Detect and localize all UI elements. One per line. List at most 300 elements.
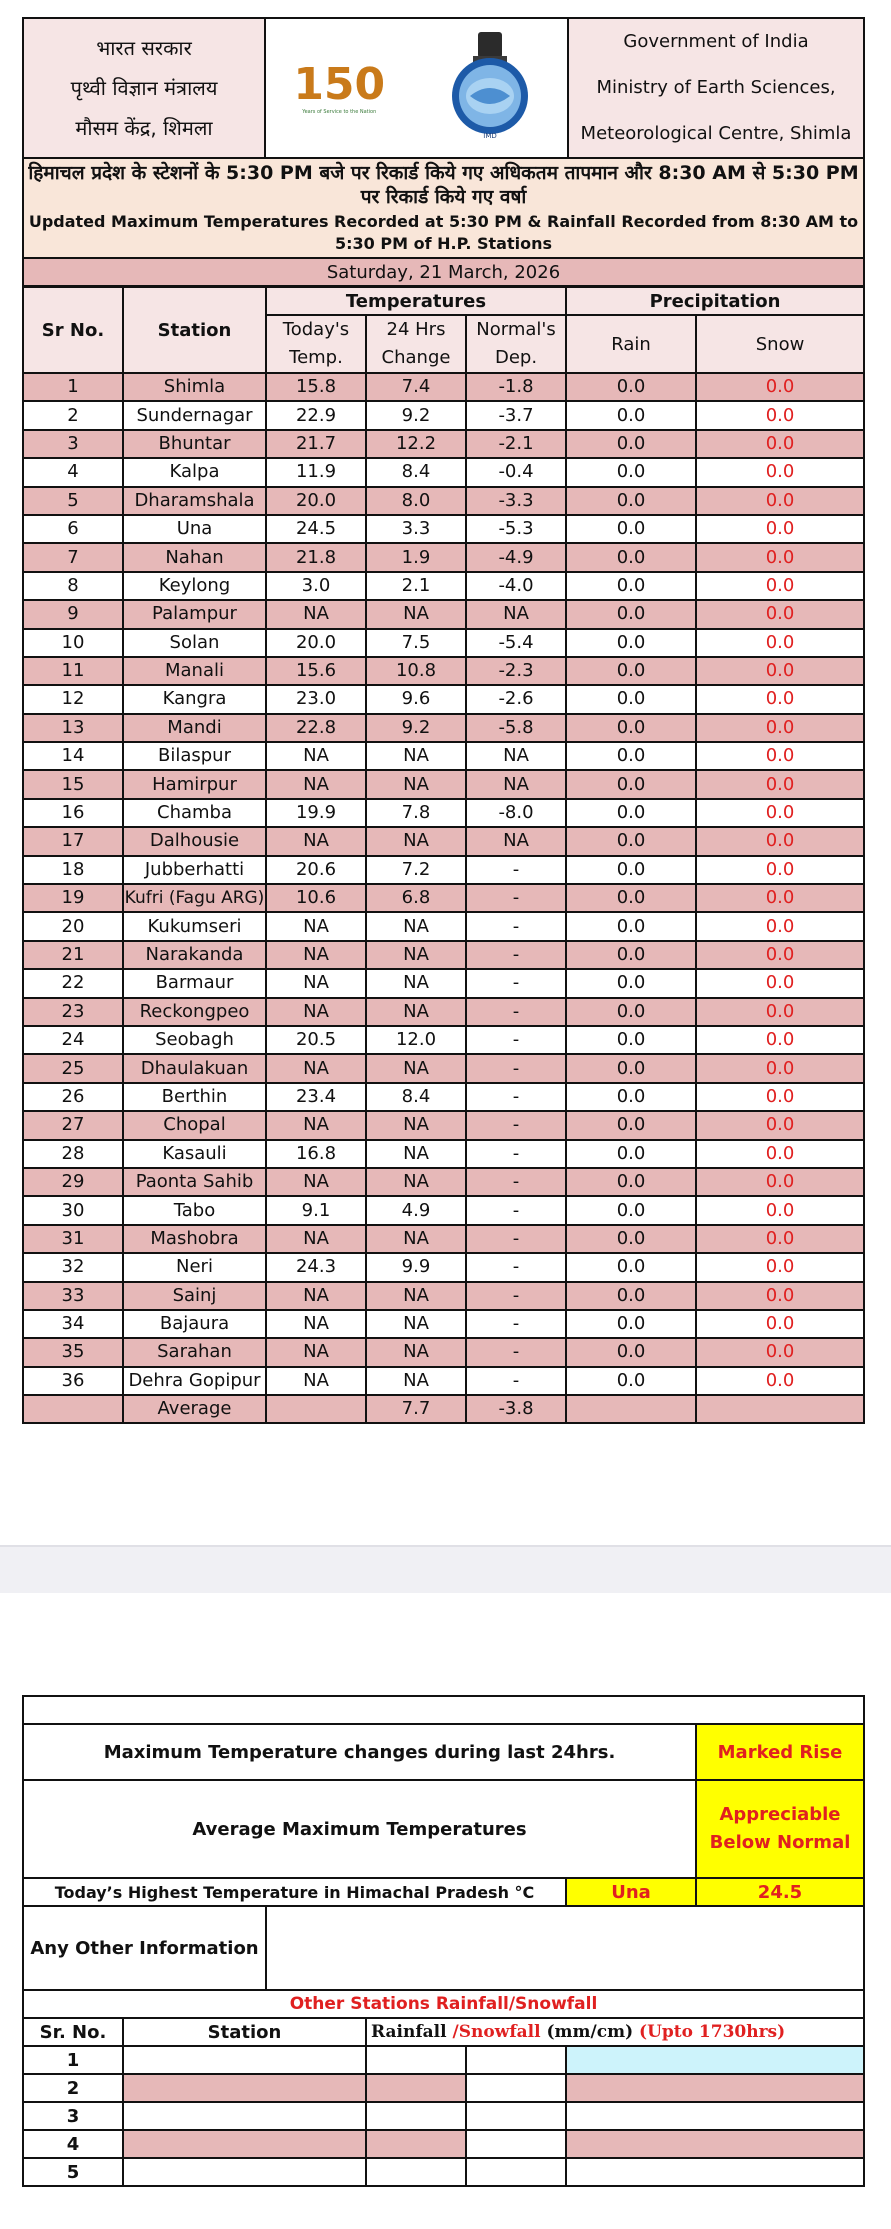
cell-dep: NA [466, 770, 566, 798]
table-row [23, 884, 864, 912]
cell-station: Dehra Gopipur [123, 1367, 266, 1395]
cell-dep: -1.8 [466, 373, 566, 401]
cell-snow: 0.0 [696, 1253, 864, 1281]
average-snow-cell [696, 1395, 864, 1423]
cell-temp: 15.6 [266, 657, 366, 685]
cell-temp: NA [266, 1310, 366, 1338]
other-stations-title: Other Stations Rainfall/Snowfall [23, 1990, 864, 2018]
cell-station: Bajaura [123, 1310, 266, 1338]
temperature-table [22, 286, 863, 1424]
other-cell [123, 2074, 366, 2102]
cell-temp: NA [266, 1054, 366, 1082]
english-org-block [568, 18, 864, 158]
highest-temp-value: 24.5 [696, 1878, 864, 1906]
table-row [23, 487, 864, 515]
other-sr-cell: 2 [23, 2074, 123, 2102]
table-row [23, 1054, 864, 1082]
cell-sr: 23 [23, 998, 123, 1026]
cell-change: 6.8 [366, 884, 466, 912]
cell-dep: - [466, 1196, 566, 1224]
cell-change: NA [366, 941, 466, 969]
cell-sr: 12 [23, 685, 123, 713]
cell-change: NA [366, 1310, 466, 1338]
cell-snow: 0.0 [696, 884, 864, 912]
table-row [23, 458, 864, 486]
cell-temp: 20.0 [266, 629, 366, 657]
cell-temp: NA [266, 941, 366, 969]
cell-rain: 0.0 [566, 884, 696, 912]
cell-change: 9.6 [366, 685, 466, 713]
cell-snow: 0.0 [696, 373, 864, 401]
cell-dep: - [466, 912, 566, 940]
cell-rain: 0.0 [566, 742, 696, 770]
table-row [23, 543, 864, 571]
cell-dep: NA [466, 827, 566, 855]
cell-change: NA [366, 1140, 466, 1168]
cell-temp: NA [266, 1168, 366, 1196]
cell-temp: 24.3 [266, 1253, 366, 1281]
average-label: Average [123, 1395, 266, 1423]
cell-rain: 0.0 [566, 600, 696, 628]
cell-rain: 0.0 [566, 1168, 696, 1196]
cell-sr: 24 [23, 1026, 123, 1054]
table-row [23, 912, 864, 940]
other-cell [466, 2102, 566, 2130]
cell-dep: -4.9 [466, 543, 566, 571]
cell-change: NA [366, 1225, 466, 1253]
cell-snow: 0.0 [696, 1310, 864, 1338]
table-row [23, 998, 864, 1026]
cell-change: 8.4 [366, 458, 466, 486]
cell-dep: -5.8 [466, 714, 566, 742]
cell-sr: 22 [23, 969, 123, 997]
cell-sr: 9 [23, 600, 123, 628]
page-break-gap [0, 1545, 891, 1593]
cell-snow: 0.0 [696, 401, 864, 429]
cell-change: NA [366, 1168, 466, 1196]
highest-temp-label: Today’s Highest Temperature in Himachal Pradesh °C [23, 1878, 566, 1906]
cell-sr: 35 [23, 1338, 123, 1366]
cell-sr: 32 [23, 1253, 123, 1281]
other-cell [366, 2102, 466, 2130]
cell-rain: 0.0 [566, 941, 696, 969]
cell-dep: - [466, 884, 566, 912]
cell-temp: NA [266, 1111, 366, 1139]
cell-change: 7.4 [366, 373, 466, 401]
cell-sr: 27 [23, 1111, 123, 1139]
cell-dep: NA [466, 600, 566, 628]
cell-snow: 0.0 [696, 1338, 864, 1366]
cell-rain: 0.0 [566, 1140, 696, 1168]
cell-temp: NA [266, 742, 366, 770]
title-row [23, 158, 864, 258]
cell-station: Kangra [123, 685, 266, 713]
hindi-line-1: भारत सरकार [96, 36, 192, 60]
other-station-row [23, 2102, 864, 2130]
cell-change: NA [366, 969, 466, 997]
other-cell [366, 2074, 466, 2102]
cell-dep: -4.0 [466, 572, 566, 600]
cell-change: 7.8 [366, 799, 466, 827]
cell-sr: 17 [23, 827, 123, 855]
hindi-org-block [23, 18, 265, 158]
cell-temp: NA [266, 998, 366, 1026]
other-cell [366, 2130, 466, 2158]
cell-dep: -3.3 [466, 487, 566, 515]
cell-snow: 0.0 [696, 1111, 864, 1139]
other-sr-cell: 3 [23, 2102, 123, 2130]
table-row [23, 515, 864, 543]
cell-change: 1.9 [366, 543, 466, 571]
cell-dep: - [466, 1225, 566, 1253]
cell-snow: 0.0 [696, 629, 864, 657]
other-cell [123, 2158, 366, 2186]
cell-sr: 30 [23, 1196, 123, 1224]
cell-change: NA [366, 998, 466, 1026]
cell-temp: 19.9 [266, 799, 366, 827]
cell-sr: 15 [23, 770, 123, 798]
cell-station: Shimla [123, 373, 266, 401]
cell-dep: -0.4 [466, 458, 566, 486]
cell-station: Manali [123, 657, 266, 685]
other-info-label: Any Other Information [23, 1906, 266, 1990]
cell-dep: - [466, 1111, 566, 1139]
cell-change: 9.9 [366, 1253, 466, 1281]
cell-snow: 0.0 [696, 714, 864, 742]
cell-rain: 0.0 [566, 430, 696, 458]
cell-station: Dhaulakuan [123, 1054, 266, 1082]
cell-temp: NA [266, 1225, 366, 1253]
cell-rain: 0.0 [566, 998, 696, 1026]
cell-station: Solan [123, 629, 266, 657]
cell-station: Narakanda [123, 941, 266, 969]
cell-sr: 8 [23, 572, 123, 600]
cell-snow: 0.0 [696, 969, 864, 997]
cell-sr: 5 [23, 487, 123, 515]
cell-rain: 0.0 [566, 856, 696, 884]
report-date: Saturday, 21 March, 2026 [23, 258, 864, 286]
cell-snow: 0.0 [696, 487, 864, 515]
table-row [23, 1338, 864, 1366]
cell-snow: 0.0 [696, 515, 864, 543]
cell-rain: 0.0 [566, 572, 696, 600]
svg-text:IMD: IMD [483, 132, 497, 140]
cell-dep: - [466, 1310, 566, 1338]
summary-section [22, 1695, 863, 2187]
avg-max-temp-value: Appreciable Below Normal [696, 1780, 864, 1878]
other-station-row [23, 2158, 864, 2186]
cell-dep: -5.4 [466, 629, 566, 657]
cell-sr: 19 [23, 884, 123, 912]
cell-snow: 0.0 [696, 856, 864, 884]
table-row [23, 430, 864, 458]
cell-snow: 0.0 [696, 941, 864, 969]
units-text: (mm/cm) [540, 2022, 634, 2042]
cell-change: NA [366, 742, 466, 770]
cell-change: NA [366, 770, 466, 798]
cell-temp: NA [266, 1367, 366, 1395]
temp-change-value: Marked Rise [696, 1724, 864, 1780]
cell-sr: 4 [23, 458, 123, 486]
upto-text: (Upto 1730hrs) [633, 2022, 786, 2042]
cell-dep: -2.3 [466, 657, 566, 685]
cell-change: 4.9 [366, 1196, 466, 1224]
cell-change: NA [366, 1367, 466, 1395]
table-row [23, 799, 864, 827]
cell-snow: 0.0 [696, 998, 864, 1026]
cell-sr: 28 [23, 1140, 123, 1168]
table-row [23, 657, 864, 685]
cell-snow: 0.0 [696, 1225, 864, 1253]
cell-change: 8.0 [366, 487, 466, 515]
cell-sr: 6 [23, 515, 123, 543]
table-row [23, 827, 864, 855]
cell-rain: 0.0 [566, 827, 696, 855]
cell-temp: NA [266, 1338, 366, 1366]
logo-150-text: 150 [293, 58, 386, 110]
other-station-row [23, 2074, 864, 2102]
other-cell [466, 2074, 566, 2102]
cell-dep: -2.1 [466, 430, 566, 458]
cell-station: Mashobra [123, 1225, 266, 1253]
cell-temp: 20.6 [266, 856, 366, 884]
cell-change: NA [366, 1282, 466, 1310]
col-precipitation-header: Precipitation [566, 287, 864, 315]
cell-temp: 3.0 [266, 572, 366, 600]
cell-temp: 22.8 [266, 714, 366, 742]
english-line-3: Meteorological Centre, Shimla [580, 123, 852, 144]
cell-station: Reckongpeo [123, 998, 266, 1026]
cell-station: Kalpa [123, 458, 266, 486]
cell-sr: 29 [23, 1168, 123, 1196]
cell-rain: 0.0 [566, 714, 696, 742]
cell-snow: 0.0 [696, 912, 864, 940]
cell-dep: - [466, 1026, 566, 1054]
cell-rain: 0.0 [566, 1310, 696, 1338]
table-row [23, 714, 864, 742]
cell-station: Bilaspur [123, 742, 266, 770]
table-row [23, 1196, 864, 1224]
cell-change: NA [366, 600, 466, 628]
cell-rain: 0.0 [566, 685, 696, 713]
cell-rain: 0.0 [566, 515, 696, 543]
cell-station: Barmaur [123, 969, 266, 997]
english-line-2: Ministry of Earth Sciences, [596, 77, 836, 98]
cell-temp: 23.4 [266, 1083, 366, 1111]
cell-sr: 34 [23, 1310, 123, 1338]
other-cell [123, 2130, 366, 2158]
cell-dep: - [466, 998, 566, 1026]
cell-rain: 0.0 [566, 1083, 696, 1111]
other-cell [466, 2130, 566, 2158]
other-cell [366, 2158, 466, 2186]
cell-change: 3.3 [366, 515, 466, 543]
cell-temp: 11.9 [266, 458, 366, 486]
temp-change-label: Maximum Temperature changes during last 24hrs. [23, 1724, 696, 1780]
cell-sr: 16 [23, 799, 123, 827]
cell-sr: 3 [23, 430, 123, 458]
cell-change: 10.8 [366, 657, 466, 685]
other-station-row [23, 2046, 864, 2074]
cell-snow: 0.0 [696, 430, 864, 458]
table-row [23, 1168, 864, 1196]
other-station-row [23, 2130, 864, 2158]
average-dep: -3.8 [466, 1395, 566, 1423]
cell-rain: 0.0 [566, 629, 696, 657]
cell-sr: 33 [23, 1282, 123, 1310]
cell-dep: - [466, 1140, 566, 1168]
average-row [23, 1395, 864, 1423]
other-cell [566, 2158, 864, 2186]
table-row [23, 969, 864, 997]
cell-dep: - [466, 941, 566, 969]
other-cell [366, 2046, 466, 2074]
cell-snow: 0.0 [696, 770, 864, 798]
col-station-header: Station [123, 287, 266, 373]
cell-sr: 10 [23, 629, 123, 657]
cell-station: Dharamshala [123, 487, 266, 515]
table-row [23, 1111, 864, 1139]
table-row [23, 600, 864, 628]
cell-sr: 18 [23, 856, 123, 884]
table-row [23, 941, 864, 969]
cell-sr: 13 [23, 714, 123, 742]
snowfall-word: /Snowfall [446, 2022, 541, 2042]
cell-change: NA [366, 912, 466, 940]
avg-max-temp-label: Average Maximum Temperatures [23, 1780, 696, 1878]
cell-station: Nahan [123, 543, 266, 571]
cell-change: NA [366, 1054, 466, 1082]
cell-snow: 0.0 [696, 1282, 864, 1310]
cell-rain: 0.0 [566, 1026, 696, 1054]
other-cell [466, 2158, 566, 2186]
cell-rain: 0.0 [566, 1338, 696, 1366]
hindi-line-3: मौसम केंद्र, शिमला [75, 116, 213, 140]
cell-snow: 0.0 [696, 1140, 864, 1168]
cell-station: Palampur [123, 600, 266, 628]
table-row [23, 1253, 864, 1281]
cell-snow: 0.0 [696, 799, 864, 827]
cell-snow: 0.0 [696, 1026, 864, 1054]
cell-temp: 9.1 [266, 1196, 366, 1224]
other-sr-cell: 5 [23, 2158, 123, 2186]
cell-temp: 21.7 [266, 430, 366, 458]
imd-150-logo [293, 58, 386, 116]
cell-rain: 0.0 [566, 543, 696, 571]
cell-snow: 0.0 [696, 1083, 864, 1111]
cell-change: 9.2 [366, 714, 466, 742]
cell-station: Kasauli [123, 1140, 266, 1168]
cell-rain: 0.0 [566, 1367, 696, 1395]
cell-temp: 23.0 [266, 685, 366, 713]
cell-sr: 14 [23, 742, 123, 770]
cell-sr: 26 [23, 1083, 123, 1111]
table-row [23, 1282, 864, 1310]
cell-rain: 0.0 [566, 1282, 696, 1310]
table-row [23, 1026, 864, 1054]
cell-snow: 0.0 [696, 1054, 864, 1082]
cell-temp: NA [266, 827, 366, 855]
table-row [23, 770, 864, 798]
cell-station: Dalhousie [123, 827, 266, 855]
hindi-title: हिमाचल प्रदेश के स्टेशनों के 5:30 PM बजे पर रिकार्ड किये गए अधिकतम तापमान और 8:30 AM से 5:30 PM पर रिकार्ड किये गए वर्षा [28, 162, 859, 208]
cell-change: 12.2 [366, 430, 466, 458]
cell-change: 8.4 [366, 1083, 466, 1111]
cell-dep: - [466, 1168, 566, 1196]
cell-rain: 0.0 [566, 487, 696, 515]
col-normal-header: Normal's Dep. [466, 315, 566, 373]
cell-station: Bhuntar [123, 430, 266, 458]
average-sr-cell [23, 1395, 123, 1423]
other-cell [123, 2046, 366, 2074]
other-cell [566, 2074, 864, 2102]
cell-station: Chamba [123, 799, 266, 827]
cell-change: NA [366, 827, 466, 855]
cell-station: Keylong [123, 572, 266, 600]
other-station-header: Station [123, 2018, 366, 2046]
table-row [23, 1083, 864, 1111]
cell-station: Berthin [123, 1083, 266, 1111]
cell-rain: 0.0 [566, 373, 696, 401]
cell-temp: 20.0 [266, 487, 366, 515]
highest-temp-station: Una [566, 1878, 696, 1906]
cell-sr: 36 [23, 1367, 123, 1395]
cell-rain: 0.0 [566, 1225, 696, 1253]
cell-temp: 10.6 [266, 884, 366, 912]
table-row [23, 401, 864, 429]
other-cell [566, 2102, 864, 2130]
cell-station: Tabo [123, 1196, 266, 1224]
other-sr-header: Sr. No. [23, 2018, 123, 2046]
cell-rain: 0.0 [566, 969, 696, 997]
cell-dep: -2.6 [466, 685, 566, 713]
cell-station: Sarahan [123, 1338, 266, 1366]
cell-change: 7.2 [366, 856, 466, 884]
cell-snow: 0.0 [696, 572, 864, 600]
logo-150-caption: Years of Service to the Nation [302, 108, 377, 115]
cell-change: 9.2 [366, 401, 466, 429]
other-rainfall-header [366, 2018, 864, 2046]
cell-dep: - [466, 1282, 566, 1310]
cell-dep: -3.7 [466, 401, 566, 429]
table-row [23, 1140, 864, 1168]
col-rain-header: Rain [566, 315, 696, 373]
cell-sr: 1 [23, 373, 123, 401]
cell-temp: NA [266, 770, 366, 798]
cell-sr: 20 [23, 912, 123, 940]
cell-station: Neri [123, 1253, 266, 1281]
col-sr-header: Sr No. [23, 287, 123, 373]
cell-rain: 0.0 [566, 657, 696, 685]
cell-dep: - [466, 969, 566, 997]
cell-rain: 0.0 [566, 1253, 696, 1281]
cell-dep: - [466, 1054, 566, 1082]
table-row [23, 373, 864, 401]
cell-temp: 20.5 [266, 1026, 366, 1054]
cell-sr: 7 [23, 543, 123, 571]
cell-change: NA [366, 1338, 466, 1366]
col-today-header: Today's Temp. [266, 315, 366, 373]
cell-snow: 0.0 [696, 458, 864, 486]
cell-station: Kukumseri [123, 912, 266, 940]
cell-station: Seobagh [123, 1026, 266, 1054]
cell-station: Kufri (Fagu ARG) [123, 884, 266, 912]
col-change-header: 24 Hrs Change [366, 315, 466, 373]
cell-rain: 0.0 [566, 1111, 696, 1139]
imd-emblem-logo [440, 30, 540, 146]
cell-snow: 0.0 [696, 657, 864, 685]
cell-temp: 22.9 [266, 401, 366, 429]
